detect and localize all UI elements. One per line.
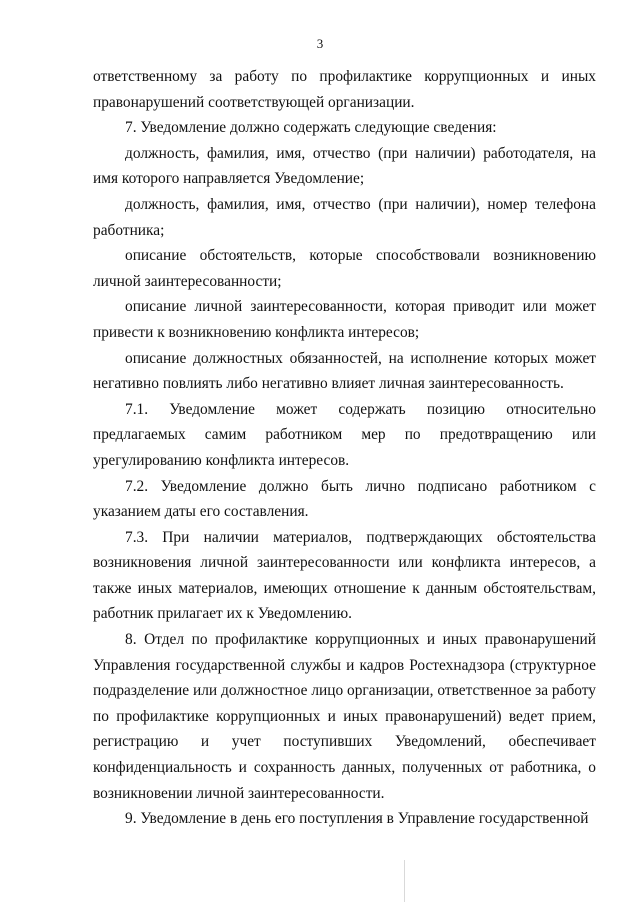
paragraph-item-9: 9. Уведомление в день его поступления в Управление государственной (125, 810, 589, 828)
paragraph-item-7-1: 7.1. Уведомление может содержать позицию относительно предлагаемых самим работником мер по предотвращению или урегулированию конфликта интересов. (93, 400, 596, 469)
paragraph-item-7-2: 7.2. Уведомление должно быть лично подписано работником с указанием даты его составления. (93, 477, 596, 521)
paragraph-employee-info: должность, фамилия, имя, отчество (при наличии), номер телефона работника; (93, 195, 596, 239)
scan-artifact-line (404, 860, 405, 902)
paragraph-item-7-3: 7.3. При наличии материалов, подтверждающих обстоятельства возникновения личной заинтересованности или конфликта интересов, а также иных материалов, имеющих отношение к данным обстоятельствам, работник прилагает их к Уведомлению. (93, 528, 596, 623)
paragraph-item-8: 8. Отдел по профилактике коррупционных и иных правонарушений Управления государственной службы и кадров Ростехнадзора (структурное подразделение или должностное лицо организации, ответственное за работу по профилактике коррупционных и иных правонарушений) ведет прием, регистрацию и учет поступивших Уведомлений, обеспечивает конфиденциальность и сохранность данных, полученных от работника, о возникновении личной заинтересованности. (93, 631, 596, 802)
page-number: 3 (316, 36, 324, 51)
paragraph-continuation: ответственному за работу по профилактике коррупционных и иных правонарушений соответствующей организации. (93, 68, 596, 111)
paragraph-personal-interest: описание личной заинтересованности, которая приводит или может привести к возникновению конфликта интересов; (93, 298, 596, 341)
paragraph-item-7: 7. Уведомление должно содержать следующие сведения: (125, 119, 497, 137)
paragraph-circumstances: описание обстоятельств, которые способствовали возникновению личной заинтересованности; (93, 247, 596, 290)
document-body (93, 64, 596, 832)
paragraph-duties: описание должностных обязанностей, на исполнение которых может негативно повлиять либо негативно влияет личная заинтересованность. (93, 349, 596, 393)
paragraph-employer-info: должность, фамилия, имя, отчество (при наличии) работодателя, на имя которого направляется Уведомление; (93, 144, 596, 188)
